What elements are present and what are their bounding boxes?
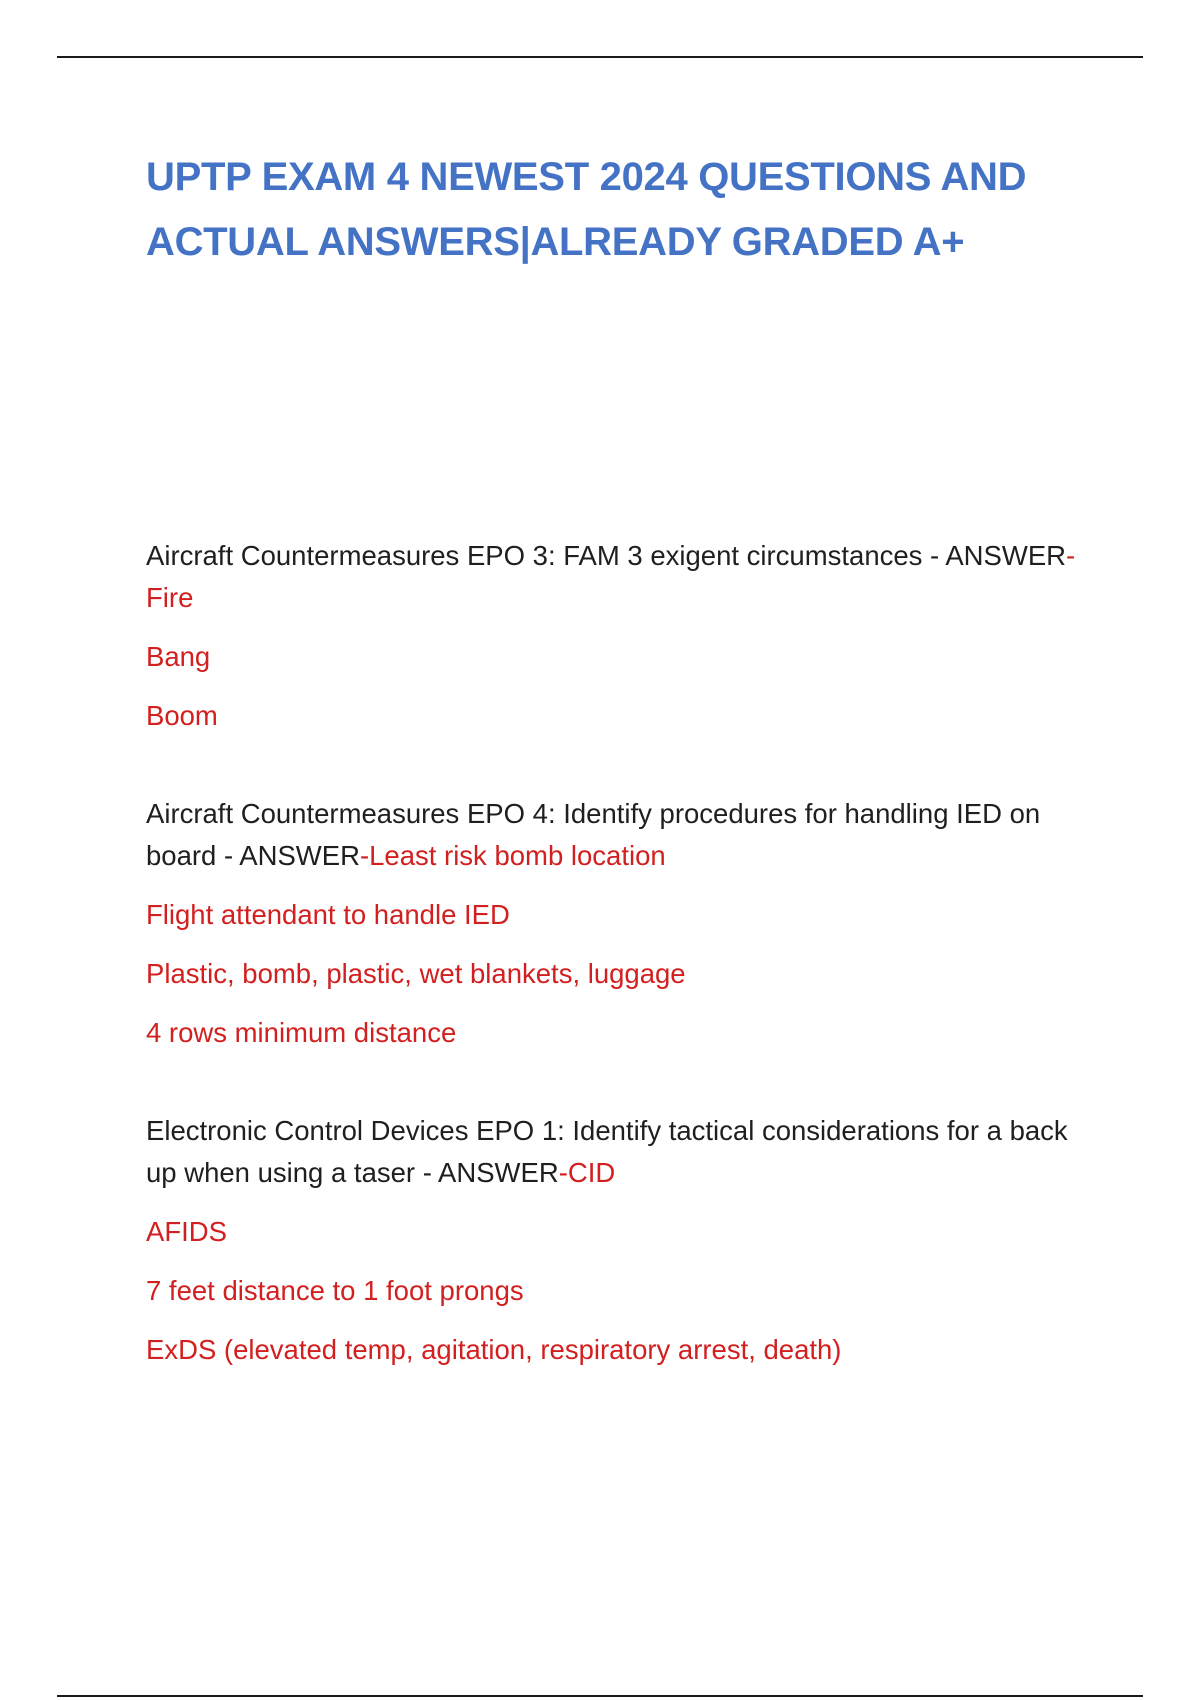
question [146, 535, 1076, 619]
answer-line: 4 rows minimum distance [146, 1017, 457, 1048]
first-answer: -Fire [146, 540, 1076, 613]
answer-line: Bang [146, 641, 211, 672]
first-answer: -Least risk bomb location [359, 840, 666, 871]
answer-line: Flight attendant to handle IED [146, 899, 510, 930]
question [146, 793, 1076, 877]
question-text: Aircraft Countermeasures EPO 3: FAM 3 exigent circumstances - ANSWER [146, 540, 1067, 571]
qa-item [146, 535, 1076, 737]
answer-line: 7 feet distance to 1 foot prongs [146, 1275, 524, 1306]
question-text: Electronic Control Devices EPO 1: Identify tactical considerations for a back up when using a taser - ANSWER [146, 1115, 1068, 1188]
qa-item [146, 1110, 1076, 1371]
answer-line: ExDS (elevated temp, agitation, respiratory arrest, death) [146, 1334, 842, 1365]
answer-line: Boom [146, 700, 218, 731]
answer-line: Plastic, bomb, plastic, wet blankets, luggage [146, 958, 686, 989]
question [146, 1110, 1076, 1194]
qa-item [146, 793, 1076, 1054]
document-body [146, 145, 1076, 1427]
answer-line: AFIDS [146, 1216, 227, 1247]
bottom-rule [57, 1695, 1143, 1697]
question-text: Aircraft Countermeasures EPO 4: Identify procedures for handling IED on board - ANSWER [146, 798, 1041, 871]
top-rule [57, 56, 1143, 58]
first-answer: -CID [558, 1157, 616, 1188]
document-title: UPTP EXAM 4 NEWEST 2024 QUESTIONS AND ACTUAL ANSWERS|ALREADY GRADED A+ [146, 155, 1027, 264]
qa-list [146, 535, 1076, 1371]
